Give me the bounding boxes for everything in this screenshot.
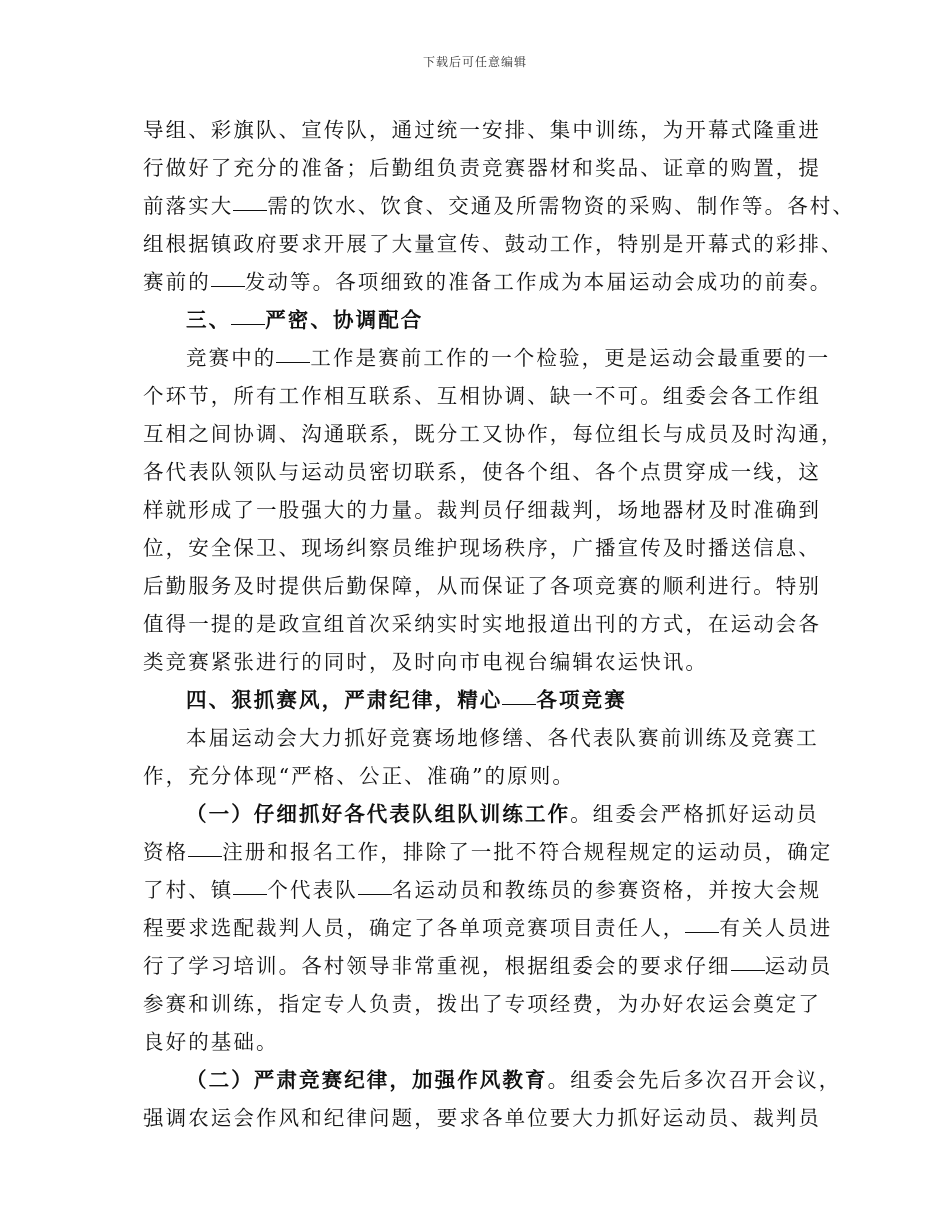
paragraph-line: （一）仔细抓好各代表队组队训练工作。组委会严格抓好运动员: [186, 802, 819, 826]
paragraph-line: 行做好了充分的准备；后勤组负责竞赛器材和奖品、证章的购置，提: [143, 156, 821, 180]
paragraph-line: 资格 注册和报名工作，排除了一批不符合规程规定的运动员，确定: [143, 840, 833, 864]
subheading-2: （二）严肃竞赛纪律，加强作风教育: [186, 1068, 548, 1092]
subheading-1: （一）仔细抓好各代表队组队训练工作: [186, 802, 571, 826]
section-heading-4: 四、狠抓赛风，严肃纪律，精心 各项竞赛: [186, 688, 627, 712]
paragraph-line: 组根据镇政府要求开展了大量宣传、鼓动工作，特别是开幕式的彩排、: [143, 232, 844, 256]
blank-underline: [685, 931, 719, 933]
paragraph-line: 类竞赛紧张进行的同时，及时向市电视台编辑农运快讯。: [143, 650, 708, 674]
paragraph-line: 赛前的 发动等。各项细致的准备工作成为本届运动会成功的前奏。: [143, 270, 833, 294]
paragraph-line: 程要求选配裁判人员，确定了各单项竞赛项目责任人， 有关人员进: [143, 916, 833, 940]
paragraph-line: 参赛和训练，指定专人负责，拨出了专项经费，为办好农运会奠定了: [143, 992, 821, 1016]
paragraph-line: 各代表队领队与运动员密切联系，使各个组、各个点贯穿成一线，这: [143, 460, 821, 484]
blank-underline: [188, 855, 222, 857]
paragraph-line: 个环节，所有工作相互联系、互相协调、缺一不可。组委会各工作组: [143, 384, 821, 408]
blank-underline: [502, 703, 536, 705]
paragraph-line: 导组、彩旗队、宣传队，通过统一安排、集中训练，为开幕式隆重进: [143, 118, 821, 142]
blank-underline: [211, 285, 245, 287]
paragraph-line: 后勤服务及时提供后勤保障，从而保证了各项竞赛的顺利进行。特别: [143, 574, 821, 598]
paragraph-line: 位，安全保卫、现场纠察员维护现场秩序，广播宣传及时播送信息、: [143, 536, 821, 560]
paragraph-line: 行了学习培训。各村领导非常重视，根据组委会的要求仔细 运动员: [143, 954, 833, 978]
blank-underline: [276, 361, 310, 363]
paragraph-line: （二）严肃竞赛纪律，加强作风教育。组委会先后多次召开会议，: [186, 1068, 842, 1092]
paragraph-line: 前落实大 需的饮水、饮食、交通及所需物资的采购、制作等。各村、: [143, 194, 856, 218]
paragraph-line: 竞赛中的 工作是赛前工作的一个检验，更是运动会最重要的一: [186, 346, 831, 370]
paragraph-line: 样就形成了一股强大的力量。裁判员仔细裁判，场地器材及时准确到: [143, 498, 821, 522]
section-heading-3: 三、 严密、协调配合: [186, 308, 424, 332]
blank-underline: [233, 209, 267, 211]
paragraph-line: 了村、镇 个代表队 名运动员和教练员的参赛资格，并按大会规: [143, 878, 822, 902]
paragraph-line: 作，充分体现“严格、公正、准确”的原则。: [143, 764, 575, 788]
page-header: 下载后可任意编辑: [422, 55, 527, 69]
paragraph-line: 本届运动会大力抓好竞赛场地修缮、各代表队赛前训练及竞赛工: [186, 726, 819, 750]
blank-underline: [233, 893, 267, 895]
blank-underline: [231, 323, 265, 325]
paragraph-line: 良好的基础。: [143, 1030, 279, 1054]
blank-underline: [731, 969, 765, 971]
paragraph-line: 值得一提的是政宣组首次采纳实时实地报道出刊的方式，在运动会各: [143, 612, 821, 636]
paragraph-line: 强调农运会作风和纪律问题，要求各单位要大力抓好运动员、裁判员: [143, 1106, 821, 1130]
paragraph-line: 互相之间协调、沟通联系，既分工又协作，每位组长与成员及时沟通，: [143, 422, 844, 446]
blank-underline: [358, 893, 392, 895]
